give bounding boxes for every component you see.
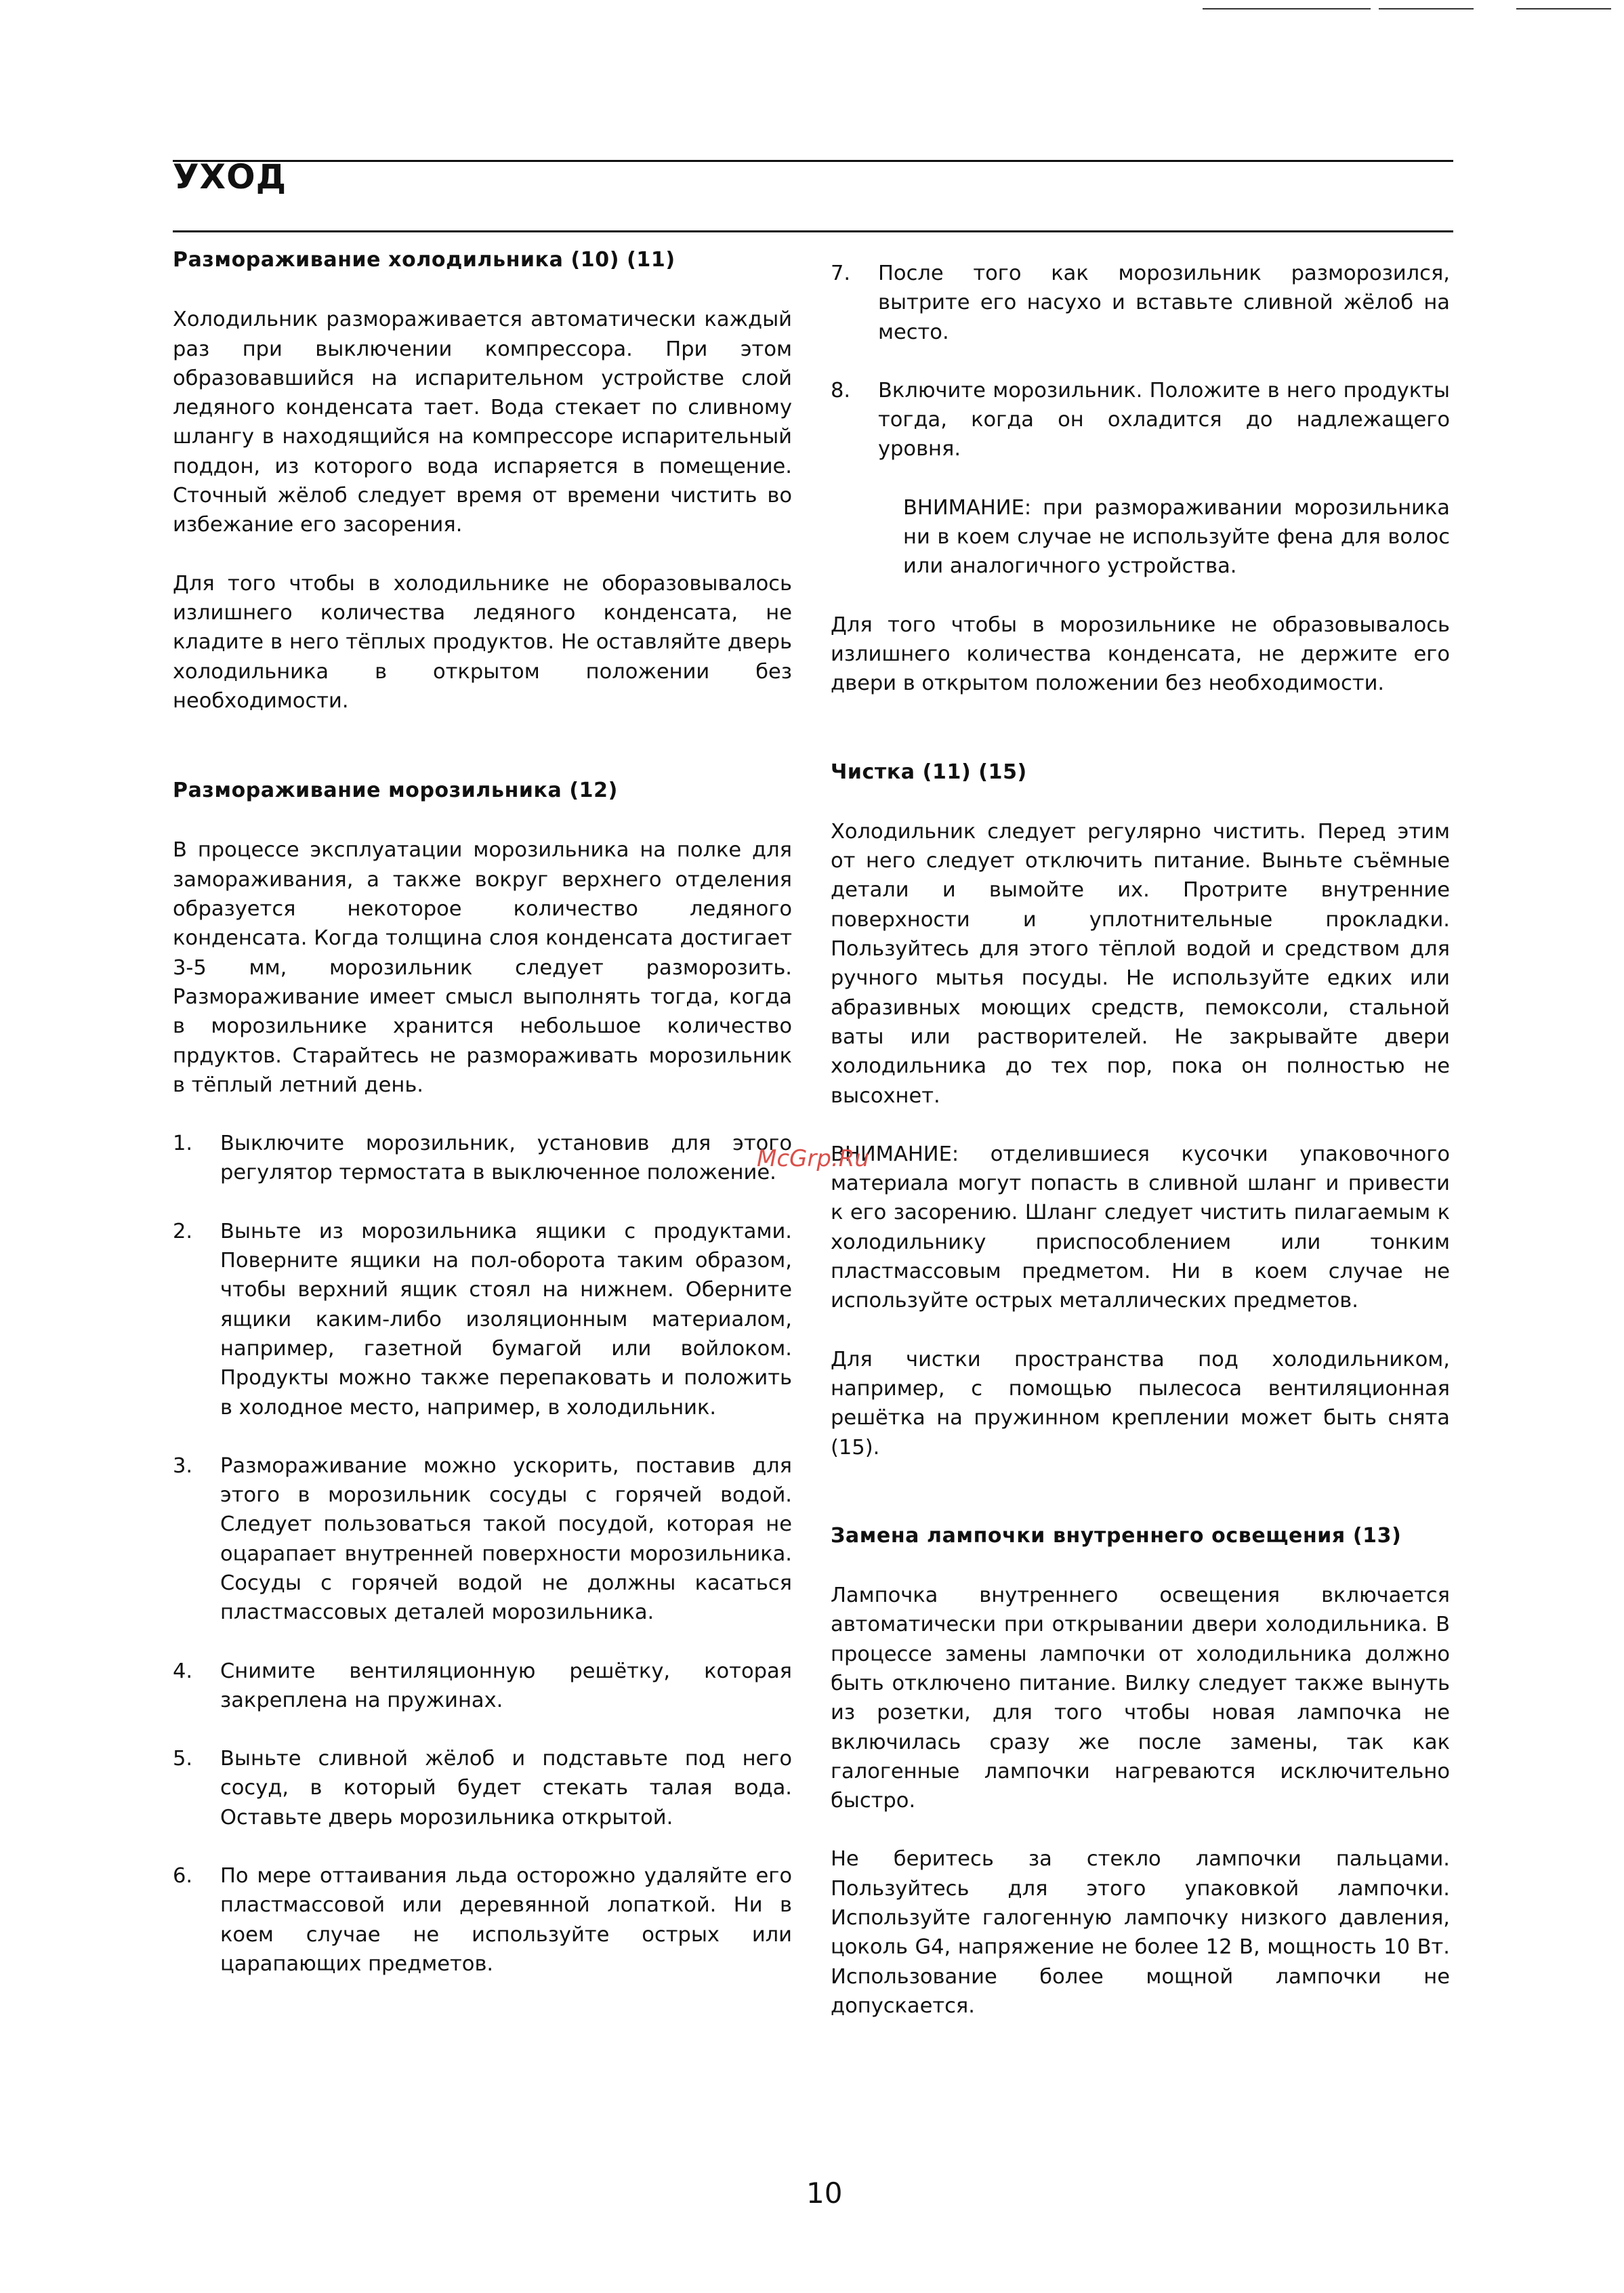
warning-text: ВНИМАНИЕ: при размораживании морозильника ни в коем случае не используйте фена для волос или аналогичного устройства.: [903, 495, 1450, 579]
scan-edge-line: [1203, 8, 1371, 9]
page-number: 10: [806, 2176, 843, 2210]
paragraph: Для того чтобы в морозильнике не образовывалось излишнего количества конденсата, не держите его двери в открытом положении без необходимости.: [831, 613, 1450, 696]
list-text: Выньте из морозильника ящики с продуктами. Поверните ящики на пол-оборота таким образом, чтобы верхний ящик стоял на нижнем. Оберните ящики каким-либо изоляционным материалом, например, газетной бумагой или войлоком. Продукты можно также перепаковать и положить в холодное место, например, в холодильник.: [220, 1219, 792, 1420]
list-text: Включите морозильник. Положите в него продукты тогда, когда он охладится до надлежащего уровня.: [878, 378, 1450, 461]
list-number: 4.: [173, 1659, 193, 1683]
list-text: После того как морозильник разморозился, вытрите его насухо и вставьте сливной жёлоб на место.: [878, 262, 1450, 344]
right-column: [831, 259, 1450, 2021]
paragraph: В процессе эксплуатации морозильника на полке для замораживания, а также вокруг верхнего отделения образуется некоторое количество ледяного конденсата. Когда толщина слоя конденсата достигает 3-5 мм, морозильник следует разморозить. Размораживание имеет смысл выполнять тогда, когда в морозильнике хранится небольшое количество прдуктов. Старайтесь не размораживать морозильник в тёплый летний день.: [173, 838, 792, 1097]
list-number: 8.: [831, 378, 851, 402]
list-number: 6.: [173, 1864, 193, 1888]
list-number: 5.: [173, 1747, 193, 1771]
warning-note: [831, 493, 1450, 581]
section-heading-fridge-defrost: Размораживание холодильника (10) (11): [173, 248, 675, 272]
list-text: Размораживание можно ускорить, поставив для этого в морозильник сосуды с горячей водой. Следует пользоваться такой посудой, которая не оцарапает внутренней поверхности морозильника. Сосуды с горячей водой не должны касаться пластмассовых деталей морозильника.: [220, 1453, 792, 1625]
paragraph: Для чистки пространства под холодильником, например, с помощью пылесоса вентиляционная решётка на пружинном креплении может быть снята (15).: [831, 1347, 1450, 1460]
left-column: [173, 245, 792, 1979]
paragraph: ВНИМАНИЕ: отделившиеся кусочки упаковочного материала могут попасть в сливной шланг и привести к его засорению. Шланг следует чистить пилагаемым к холодильнику приспособлением или тонким пластмассовым предметом. Ни в коем случае не используйте острых металлических предметов.: [831, 1142, 1450, 1313]
section-heading-lamp: Замена лампочки внутреннего освещения (13): [831, 1523, 1402, 1548]
scan-edge-line: [1379, 8, 1474, 9]
list-item: [173, 1861, 792, 1979]
header-rule-bottom: [173, 230, 1453, 232]
list-item: [831, 259, 1450, 347]
paragraph: Холодильник следует регулярно чистить. Перед этим от него следует отключить питание. Выньте съёмные детали и вымойте их. Протрите внутренние поверхности и уплотнительные прокладки. Пользуйтесь для этого тёплой водой и средством для ручного мытья посуды. Не используйте едких или абразивных моющих средств, пемоксоли, стальной ваты или растворителей. Не закрывайте двери холодильника до тех пор, пока он полностью не высохнет.: [831, 819, 1450, 1108]
list-text: Выключите морозильник, установив для этого регулятор термостата в выключенное положение.: [220, 1132, 792, 1185]
list-text: Снимите вентиляционную решётку, которая закреплена на пружинах.: [220, 1659, 792, 1712]
list-item: [173, 1744, 792, 1832]
list-item: [173, 1217, 792, 1422]
list-item: [831, 376, 1450, 464]
list-number: 2.: [173, 1219, 193, 1243]
list-number: 1.: [173, 1132, 193, 1156]
list-text: По мере оттаивания льда осторожно удаляйте его пластмассовой или деревянной лопаткой. Ни в коем случае не используйте острых или царапающих предметов.: [220, 1864, 792, 1976]
list-number: 3.: [173, 1453, 193, 1478]
list-text: Выньте сливной жёлоб и подставьте под него сосуд, в который будет стекать талая вода. Оставьте дверь морозильника открытой.: [220, 1747, 792, 1830]
list-number: 7.: [831, 262, 851, 285]
section-heading-cleaning: Чистка (11) (15): [831, 760, 1027, 784]
list-item: [173, 1657, 792, 1716]
watermark: McGrp.Ru: [757, 1145, 869, 1172]
section-heading-freezer-defrost: Размораживание морозильника (12): [173, 779, 618, 803]
scan-edge-line: [1516, 8, 1611, 9]
paragraph: Для того чтобы в холодильнике не оборазовывалось излишнего количества ледяного конденсата, не кладите в него тёплых продуктов. Не оставляйте дверь холодильника в открытом положении без необходимости.: [173, 571, 792, 713]
header-rule-top: [173, 160, 1453, 162]
paragraph: Холодильник размораживается автоматически каждый раз при выключении компрессора. При этом образовавшийся на испарительном устройстве слой ледяного конденсата тает. Вода стекает по сливному шлангу в находящийся на компрессоре испарительный поддон, из которого вода испаряется в помещение. Сточный жёлоб следует время от времени чистить во избежание его засорения.: [173, 308, 792, 537]
paragraph: Лампочка внутреннего освещения включается автоматически при открывании двери холодильника. В процессе замены лампочки от холодильника должно быть отключено питание. Вилку следует также вынуть из розетки, для того чтобы новая лампочка не включилась сразу же после замены, так как галогенные лампочки нагреваются исключительно быстро.: [831, 1584, 1450, 1813]
paragraph: Не беритесь за стекло лампочки пальцами. Пользуйтесь для этого упаковкой лампочки. Используйте галогенную лампочку низкого давления, цоколь G4, напряжение не более 12 В, мощность 10 Вт. Использование более мощной лампочки не допускается.: [831, 1847, 1450, 2018]
list-item: [173, 1451, 792, 1628]
page-title: УХОД: [173, 157, 287, 197]
list-item: [173, 1129, 792, 1188]
